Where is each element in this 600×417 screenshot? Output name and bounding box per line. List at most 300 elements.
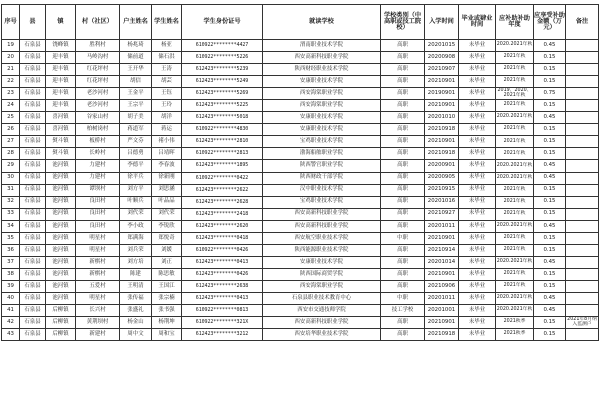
table-cell [566, 148, 599, 160]
table-cell: 612423********2628 [182, 196, 263, 208]
table-row [2, 52, 599, 64]
table-cell: 刘思涵 [152, 184, 182, 196]
table-row [2, 88, 599, 100]
table-cell: 2021年秋 [496, 244, 534, 256]
table-cell: 0.15 [534, 317, 566, 329]
table-cell: 20210918 [425, 329, 459, 341]
table-cell: 高职 [381, 220, 425, 232]
table-cell: 0.45 [534, 40, 566, 52]
table-cell [566, 232, 599, 244]
table-row [2, 172, 599, 184]
table-cell: 20210927 [425, 208, 459, 220]
table-cell: 石泉县 [20, 256, 46, 268]
table-cell: 池河镇 [46, 160, 76, 172]
table-cell: 0.15 [534, 64, 566, 76]
table-row [2, 232, 599, 244]
table-cell: 石泉县 [20, 136, 46, 148]
table-cell: 37 [2, 256, 20, 268]
table-cell: 0.45 [534, 160, 566, 172]
table-cell: 2021年秋 [496, 124, 534, 136]
table-cell: 610922********0422 [182, 172, 263, 184]
table-cell: 李小政 [120, 220, 152, 232]
table-row [2, 76, 599, 88]
table-cell: 熨斗镇 [46, 148, 76, 160]
table-cell: 20210914 [425, 244, 459, 256]
table-cell [566, 100, 599, 112]
table-cell: 612423********0413 [182, 256, 263, 268]
table-cell: 高职 [381, 280, 425, 292]
table-cell: 612423********2418 [182, 208, 263, 220]
table-cell: 20201011 [425, 220, 459, 232]
table-cell: 叶品品 [152, 196, 182, 208]
table-cell [566, 329, 599, 341]
table-cell: 池河镇 [46, 196, 76, 208]
table-cell: 池河镇 [46, 208, 76, 220]
table-cell: 石泉县职业技术教育中心 [263, 292, 381, 304]
table-cell: 2020.2021年秋 [496, 256, 534, 268]
table-cell: 未毕业 [459, 329, 496, 341]
table-cell: 20210918 [425, 124, 459, 136]
table-cell: 2021秋季 [496, 329, 534, 341]
table-cell: 未毕业 [459, 172, 496, 184]
table-body [2, 40, 599, 341]
table-cell: 2021年秋 [496, 76, 534, 88]
table-cell: 未毕业 [459, 292, 496, 304]
table-cell [566, 256, 599, 268]
table-cell: 石泉县 [20, 232, 46, 244]
table-cell: 未毕业 [459, 232, 496, 244]
table-cell: 褚小伟 [152, 136, 182, 148]
table-cell: 王钰 [152, 88, 182, 100]
table-cell: 612423********0426 [182, 268, 263, 280]
table-cell [566, 292, 599, 304]
table-cell: 610922********2813 [182, 148, 263, 160]
table-cell: 20210901 [425, 136, 459, 148]
table-cell: 胡信 [120, 76, 152, 88]
table-cell: 陕西财政干部学院 [263, 172, 381, 184]
table-cell: 31 [2, 184, 20, 196]
table-cell [566, 220, 599, 232]
table-cell: 陕西警官职业学院 [263, 160, 381, 172]
table-cell: 20210907 [425, 64, 459, 76]
table-cell: 高职 [381, 317, 425, 329]
table-cell: 未毕业 [459, 244, 496, 256]
table-cell: 吕德勇 [120, 148, 152, 160]
table-cell: 吕靖晖 [152, 148, 182, 160]
table-row [2, 64, 599, 76]
table-cell: 612423********5225 [182, 100, 263, 112]
table-cell: 24 [2, 100, 20, 112]
table-cell: 41 [2, 305, 20, 317]
table-cell: 高职 [381, 88, 425, 100]
table-cell: 2021年秋 [496, 196, 534, 208]
table-cell: 未毕业 [459, 124, 496, 136]
table-row [2, 124, 599, 136]
table-cell: 610922********4830 [182, 124, 263, 136]
table-cell: 西安高新科技职业学院 [263, 208, 381, 220]
table-cell: 徐平兵 [120, 172, 152, 184]
table-cell: 20201010 [425, 112, 459, 124]
table-cell: 新棋村 [76, 256, 120, 268]
table-cell: 良田村 [76, 196, 120, 208]
table-cell: 0.75 [534, 88, 566, 100]
table-cell [566, 124, 599, 136]
table-cell: 渤海船舶职业学院 [263, 148, 381, 160]
table-cell: 刘正 [152, 256, 182, 268]
table-cell: 宝鸡职业技术学院 [263, 136, 381, 148]
table-cell: 612423********2622 [182, 184, 263, 196]
table-row [2, 208, 599, 220]
table-cell [566, 244, 599, 256]
table-cell: 石泉县 [20, 124, 46, 136]
table-cell: 王宗平 [120, 100, 152, 112]
table-cell: 喜河镇 [46, 112, 76, 124]
table-cell: 20210901 [425, 232, 459, 244]
table-cell [566, 40, 599, 52]
table-cell: 高职 [381, 136, 425, 148]
table-cell: 0.15 [534, 100, 566, 112]
table-cell [566, 184, 599, 196]
table-cell: 未毕业 [459, 148, 496, 160]
column-header: 户主姓名 [120, 5, 152, 40]
table-cell: 0.45 [534, 256, 566, 268]
table-cell: 2020.2021年秋 [496, 305, 534, 317]
table-cell: 0.15 [534, 148, 566, 160]
table-cell: 蒋运 [152, 124, 182, 136]
table-cell: 26 [2, 124, 20, 136]
table-cell: 2021年秋 [496, 100, 534, 112]
table-cell: 石泉县 [20, 292, 46, 304]
table-cell: 五爱村 [76, 280, 120, 292]
table-cell: 石泉县 [20, 88, 46, 100]
table-cell: 老沙河村 [76, 100, 120, 112]
column-header: 入学时间 [425, 5, 459, 40]
table-cell: 力建村 [76, 172, 120, 184]
table-cell: 2020.2021年秋 [496, 112, 534, 124]
column-header: 备注 [566, 5, 599, 40]
table-cell: 未毕业 [459, 112, 496, 124]
table-cell: 19 [2, 40, 20, 52]
table-cell: 20210918 [425, 148, 459, 160]
table-cell: 高职 [381, 184, 425, 196]
table-cell: 池河镇 [46, 280, 76, 292]
table-cell: 良田村 [76, 220, 120, 232]
table-cell: 西安海棠职业学院 [263, 100, 381, 112]
column-header: 学生姓名 [152, 5, 182, 40]
table-cell: 0.15 [534, 76, 566, 88]
table-cell: 未毕业 [459, 160, 496, 172]
table-cell [566, 208, 599, 220]
table-cell: 饶峰镇 [46, 40, 76, 52]
header-row [2, 5, 599, 40]
table-cell: 612423********2810 [182, 136, 263, 148]
table-cell: 高职 [381, 148, 425, 160]
table-cell: 高职 [381, 64, 425, 76]
table-cell: 20200905 [425, 172, 459, 184]
table-cell: 李锐欣 [152, 220, 182, 232]
table-row [2, 148, 599, 160]
table-row [2, 292, 599, 304]
table-cell: 2021年秋 [496, 208, 534, 220]
table-cell: 43 [2, 329, 20, 341]
table-cell: 池河镇 [46, 268, 76, 280]
table-cell: 0.15 [534, 268, 566, 280]
table-cell: 谷家山村 [76, 112, 120, 124]
table-cell: 储前道 [120, 52, 152, 64]
table-cell: 池河镇 [46, 244, 76, 256]
table-cell: 老沙河村 [76, 88, 120, 100]
table-cell: 胡芸 [152, 76, 182, 88]
table-cell: 中职 [381, 292, 425, 304]
table-cell: 技工学校 [381, 305, 425, 317]
table-cell: 西安高新科技职业学院 [263, 220, 381, 232]
table-cell: 20201015 [425, 40, 459, 52]
table-cell [566, 196, 599, 208]
table-cell: 610922********4427 [182, 40, 263, 52]
table-cell: 石泉县 [20, 329, 46, 341]
table-cell: 石泉县 [20, 40, 46, 52]
table-cell: 20201011 [425, 292, 459, 304]
column-header: 县 [20, 5, 46, 40]
table-cell: 40 [2, 292, 20, 304]
table-row [2, 220, 599, 232]
table-cell: 石泉县 [20, 305, 46, 317]
table-cell: 高职 [381, 244, 425, 256]
table-cell: 汉中职业技术学院 [263, 184, 381, 196]
table-cell: 杨兆琦 [120, 40, 152, 52]
table-cell: 未毕业 [459, 317, 496, 329]
table-cell: 高职 [381, 124, 425, 136]
table-cell: 陈建 [120, 268, 152, 280]
table-cell: 中职 [381, 232, 425, 244]
table-cell: 明星村 [76, 292, 120, 304]
table-cell: 2020.2021年秋 [496, 40, 534, 52]
table-cell: 马岭沟村 [76, 52, 120, 64]
table-cell: 池河镇 [46, 232, 76, 244]
table-row [2, 256, 599, 268]
table-cell: 30 [2, 172, 20, 184]
table-cell: 0.15 [534, 208, 566, 220]
table-cell: 20210901 [425, 100, 459, 112]
table-cell: 0.45 [534, 292, 566, 304]
table-cell: 安康职业技术学院 [263, 256, 381, 268]
table-cell: 郑满海 [120, 232, 152, 244]
table-row [2, 244, 599, 256]
table-row [2, 280, 599, 292]
table-cell: 柏树岗村 [76, 124, 120, 136]
table-cell: 明星村 [76, 244, 120, 256]
table-cell: 20201016 [425, 196, 459, 208]
table-row [2, 40, 599, 52]
table-cell: 未毕业 [459, 64, 496, 76]
table-cell: 熨斗镇 [46, 136, 76, 148]
table-cell: 石泉县 [20, 148, 46, 160]
student-subsidy-table [1, 4, 599, 341]
table-cell [566, 76, 599, 88]
table-cell: 0.15 [534, 136, 566, 148]
table-cell: 陈思敏 [152, 268, 182, 280]
table-cell: 新建村 [76, 329, 120, 341]
table-cell: 西安培华职业技术学院 [263, 329, 381, 341]
table-row [2, 317, 599, 329]
table-cell: 高职 [381, 172, 425, 184]
table-cell: 612423********3212 [182, 329, 263, 341]
table-cell: 胡洋 [152, 112, 182, 124]
table-cell: 谭坝村 [76, 184, 120, 196]
table-cell: 石泉县 [20, 280, 46, 292]
table-cell: 王明清 [120, 280, 152, 292]
table-cell: 长岭村 [76, 148, 120, 160]
table-cell: 2021年秋 [496, 268, 534, 280]
table-cell [566, 136, 599, 148]
table-cell: 高职 [381, 40, 425, 52]
table-cell: 王玲 [152, 100, 182, 112]
table-cell: 蒋道军 [120, 124, 152, 136]
table-cell: 未毕业 [459, 280, 496, 292]
table-cell [566, 52, 599, 64]
table-cell: 2021年秋 [496, 148, 534, 160]
table-cell: 29 [2, 160, 20, 172]
table-cell: 高职 [381, 52, 425, 64]
table-cell: 王金平 [120, 88, 152, 100]
column-header: 序号 [2, 5, 20, 40]
table-cell: 石泉县 [20, 208, 46, 220]
column-header: 应享受补助金额（万元） [534, 5, 566, 40]
table-cell: 33 [2, 208, 20, 220]
table-cell: 石泉县 [20, 52, 46, 64]
table-row [2, 268, 599, 280]
table-cell: 42 [2, 317, 20, 329]
table-cell: 高职 [381, 196, 425, 208]
table-cell: 明星村 [76, 232, 120, 244]
table-cell: 新棋村 [76, 268, 120, 280]
table-cell: 23 [2, 88, 20, 100]
table-cell: 2021年秋 [496, 184, 534, 196]
table-cell: 石泉县 [20, 64, 46, 76]
table-cell: 高职 [381, 100, 425, 112]
table-row [2, 100, 599, 112]
table-cell: 红花坪村 [76, 64, 120, 76]
table-cell: 2021年秋 [496, 232, 534, 244]
table-cell: 612423********2620 [182, 220, 263, 232]
table-cell: 喜河镇 [46, 124, 76, 136]
table-cell: 张书强 [152, 305, 182, 317]
table-cell: 西安海棠职业学院 [263, 88, 381, 100]
table-cell: 储石洪 [152, 52, 182, 64]
table-cell: 后柳镇 [46, 329, 76, 341]
table-cell: 池河镇 [46, 256, 76, 268]
table-cell: 刘代荣 [152, 208, 182, 220]
table-cell: 石泉县 [20, 220, 46, 232]
table-cell: 迎丰镇 [46, 76, 76, 88]
table-cell: 王国江 [152, 280, 182, 292]
table-cell: 2021年秋 [496, 280, 534, 292]
table-cell: 2020.2021年秋 [496, 160, 534, 172]
table-cell: 20200901 [425, 160, 459, 172]
table-cell: 高职 [381, 112, 425, 124]
table-cell: 35 [2, 232, 20, 244]
table-cell: 21 [2, 64, 20, 76]
table-cell: 长兴村 [76, 305, 120, 317]
column-header: 应补助补助年度 [496, 5, 534, 40]
table-cell: 刘兵荣 [120, 244, 152, 256]
table-cell: 0.15 [534, 196, 566, 208]
table-cell: 2021年秋 [496, 136, 534, 148]
table-cell: 20210901 [425, 76, 459, 88]
table-cell: 2020.2021年秋 [496, 292, 534, 304]
table-cell: 未毕业 [459, 256, 496, 268]
table-cell: 20201001 [425, 305, 459, 317]
table-cell: 陕西国际商贸学院 [263, 268, 381, 280]
table-cell: 20 [2, 52, 20, 64]
table-cell: 张传福 [120, 292, 152, 304]
table-cell: 石泉县 [20, 244, 46, 256]
table-cell: 610922********321X [182, 317, 263, 329]
table-cell: 2019、2020、2021年秋 [496, 88, 534, 100]
table-cell: 池河镇 [46, 292, 76, 304]
table-cell: 2021秋季 [496, 317, 534, 329]
table-cell: 0.45 [534, 305, 566, 317]
table-row [2, 305, 599, 317]
table-cell: 2021年秋 [496, 52, 534, 64]
table-cell: 未毕业 [459, 220, 496, 232]
column-header: 学校类别（中高职或技工院校） [381, 5, 425, 40]
table-cell: 杨荆坤 [152, 317, 182, 329]
table-cell: 王涛 [152, 64, 182, 76]
table-cell: 高职 [381, 76, 425, 88]
table-cell: 未毕业 [459, 196, 496, 208]
table-cell: 良田村 [76, 208, 120, 220]
table-cell: 迎丰镇 [46, 100, 76, 112]
column-header: 就读学校 [263, 5, 381, 40]
table-cell: 刘方平 [120, 184, 152, 196]
table-cell: 迎丰镇 [46, 52, 76, 64]
table-cell: 27 [2, 136, 20, 148]
table-cell: 张宗楠 [152, 292, 182, 304]
table-cell: 610922********0426 [182, 244, 263, 256]
table-cell: 2020.2021年秋 [496, 172, 534, 184]
table-cell: 25 [2, 112, 20, 124]
table-row [2, 196, 599, 208]
table-cell: 后柳镇 [46, 305, 76, 317]
table-cell: 刘代荣 [120, 208, 152, 220]
table-cell: 红花坪村 [76, 76, 120, 88]
table-cell: 612423********5269 [182, 88, 263, 100]
table-cell: 610922********0813 [182, 305, 263, 317]
table-cell: 2021年秋 [496, 64, 534, 76]
table-cell: 刘方培 [120, 256, 152, 268]
table-cell: 石泉县 [20, 76, 46, 88]
table-cell [566, 112, 599, 124]
table-cell: 28 [2, 148, 20, 160]
table-cell: 石泉县 [20, 100, 46, 112]
table-cell: 高职 [381, 160, 425, 172]
table-cell: 未毕业 [459, 76, 496, 88]
table-cell: 西安高新科技职业学院 [263, 317, 381, 329]
table-cell: 2021年8月纳入监测户 [566, 317, 599, 329]
table-row [2, 136, 599, 148]
table-cell: 20200908 [425, 52, 459, 64]
table-cell: 未毕业 [459, 305, 496, 317]
table-cell: 西安海棠职业学院 [263, 280, 381, 292]
table-cell: 20210901 [425, 317, 459, 329]
table-cell: 未毕业 [459, 52, 496, 64]
table-cell: 高职 [381, 329, 425, 341]
table-cell: 石泉县 [20, 112, 46, 124]
table-cell: 石泉县 [20, 172, 46, 184]
table-cell: 西安高新科技职业学院 [263, 52, 381, 64]
table-cell: 612423********0418 [182, 232, 263, 244]
